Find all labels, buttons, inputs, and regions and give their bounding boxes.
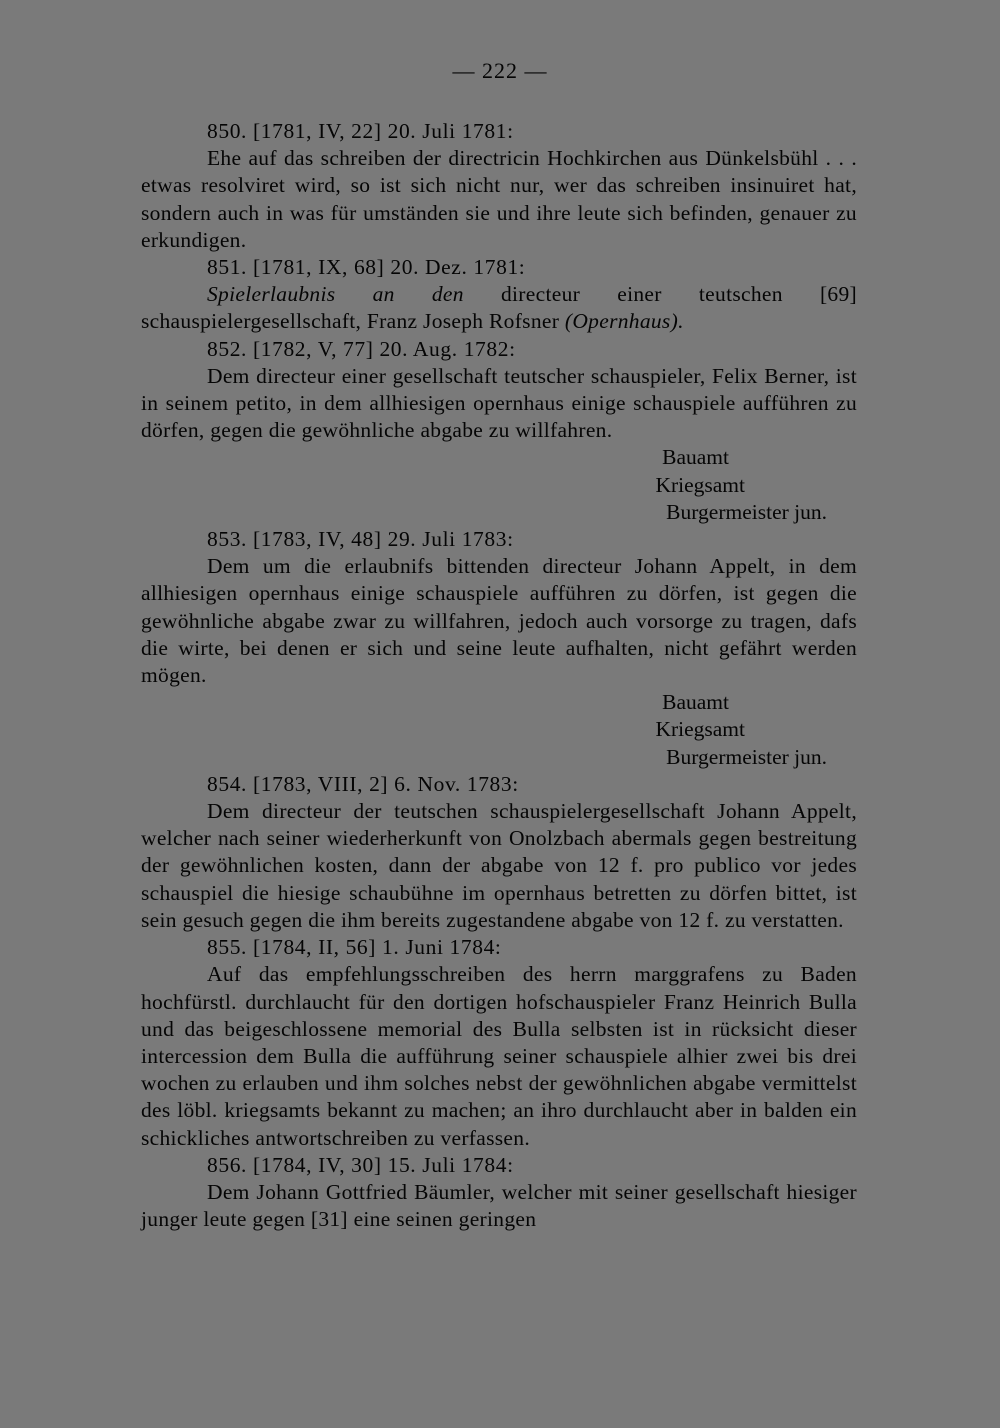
- entry-heading: 856. [1784, IV, 30] 15. Juli 1784:: [207, 1152, 514, 1177]
- entry-text: Ehe auf das schreiben der directricin Hochkirchen aus Dünkelsbühl . . . etwas resolviret wird, so ist sich nicht nur, wer das schreiben insinuiret hat, sondern auch in was für umständen sie und ihre leute sich befinden, genauer zu erkundigen.: [141, 146, 857, 252]
- signature-line: Kriegsamt: [655, 717, 745, 742]
- entry-text: Dem Johann Gottfried Bäumler, welcher mit seiner gesellschaft hiesiger junger leute gegen [31] eine seinen geringen: [141, 1179, 857, 1232]
- entry-heading: 852. [1782, V, 77] 20. Aug. 1782:: [207, 336, 516, 361]
- signature-block: [141, 444, 857, 526]
- entry-heading: 855. [1784, II, 56] 1. Juni 1784:: [207, 935, 502, 960]
- entry-text: Dem directeur einer gesellschaft teutscher schauspieler, Felix Berner, ist in seinem petito, in dem allhiesigen opernhaus einige schauspiele aufführen zu dörfen, gegen die gewöhnliche abgabe zu willfahren.: [141, 363, 857, 443]
- signature-line: Bauamt: [662, 445, 729, 470]
- signature-block: [141, 689, 857, 771]
- page-number: — 222 —: [452, 58, 548, 83]
- entry-heading: 853. [1783, IV, 48] 29. Juli 1783:: [207, 527, 514, 552]
- signature-line: Bauamt: [662, 690, 729, 715]
- signature-line: Kriegsamt: [655, 472, 745, 497]
- signature-line: Burgermeister jun.: [666, 499, 827, 524]
- signature-line: Burgermeister jun.: [666, 744, 827, 769]
- entry-italic-tail: (Opernhaus).: [564, 309, 684, 334]
- entry-text-body: directeur einer teutschen [69] schauspielergesellschaft, Franz Joseph Rofsner: [141, 282, 857, 334]
- entry-text: Auf das empfehlungsschreiben des herrn marggrafens zu Baden hochfürstl. durchlaucht für den dortigen hofschauspieler Franz Heinrich Bulla und das beigeschlossene memorial des Bulla selbsten ist in rücksicht dieser intercession dem Bulla die aufführung seiner schauspiele alhier zwei bis drei wochen zu erlauben und ihm solches nebst der gewöhnlichen abgabe vermittelst des löbl. kriegsamts bekannt zu machen; an ihro durchlaucht aber in balden ein schickliches antwortschreiben zu verfassen.: [141, 962, 857, 1150]
- entry-italic-lead: Spielerlaubnis an den: [207, 282, 464, 307]
- entry-855: [141, 934, 857, 1152]
- entry-851: [141, 254, 857, 336]
- document-body: [141, 118, 857, 1233]
- entry-852: [141, 336, 857, 526]
- entry-856: [141, 1152, 857, 1234]
- entry-text: Dem directeur der teutschen schauspielergesellschaft Johann Appelt, welcher nach seiner wiederherkunft von Onolzbach abermals gegen bestreitung der gewöhnlichen kosten, dann der abgabe von 12 f. pro publico vor jedes schauspiel die hiesige schaubühne im opernhaus betretten zu dörfen bittet, ist sein gesuch gegen die ihm bereits zugestandene abgabe von 12 f. zu verstatten.: [141, 799, 857, 932]
- entry-854: [141, 771, 857, 934]
- entry-853: [141, 526, 857, 771]
- entry-850: [141, 118, 857, 254]
- entry-heading: 851. [1781, IX, 68] 20. Dez. 1781:: [207, 255, 526, 280]
- entry-heading: 854. [1783, VIII, 2] 6. Nov. 1783:: [207, 771, 519, 796]
- entry-text: [141, 281, 857, 335]
- entry-heading: 850. [1781, IV, 22] 20. Juli 1781:: [207, 119, 514, 143]
- entry-text: Dem um die erlaubnifs bittenden directeur Johann Appelt, in dem allhiesigen opernhaus einige schauspiele aufführen zu dörfen, ist gegen die gewöhnliche abgabe zwar zu willfahren, jedoch auch vorsorge zu tragen, dafs die wirte, bei denen er sich und seine leute aufhalten, nicht gefährt werden mögen.: [141, 554, 857, 688]
